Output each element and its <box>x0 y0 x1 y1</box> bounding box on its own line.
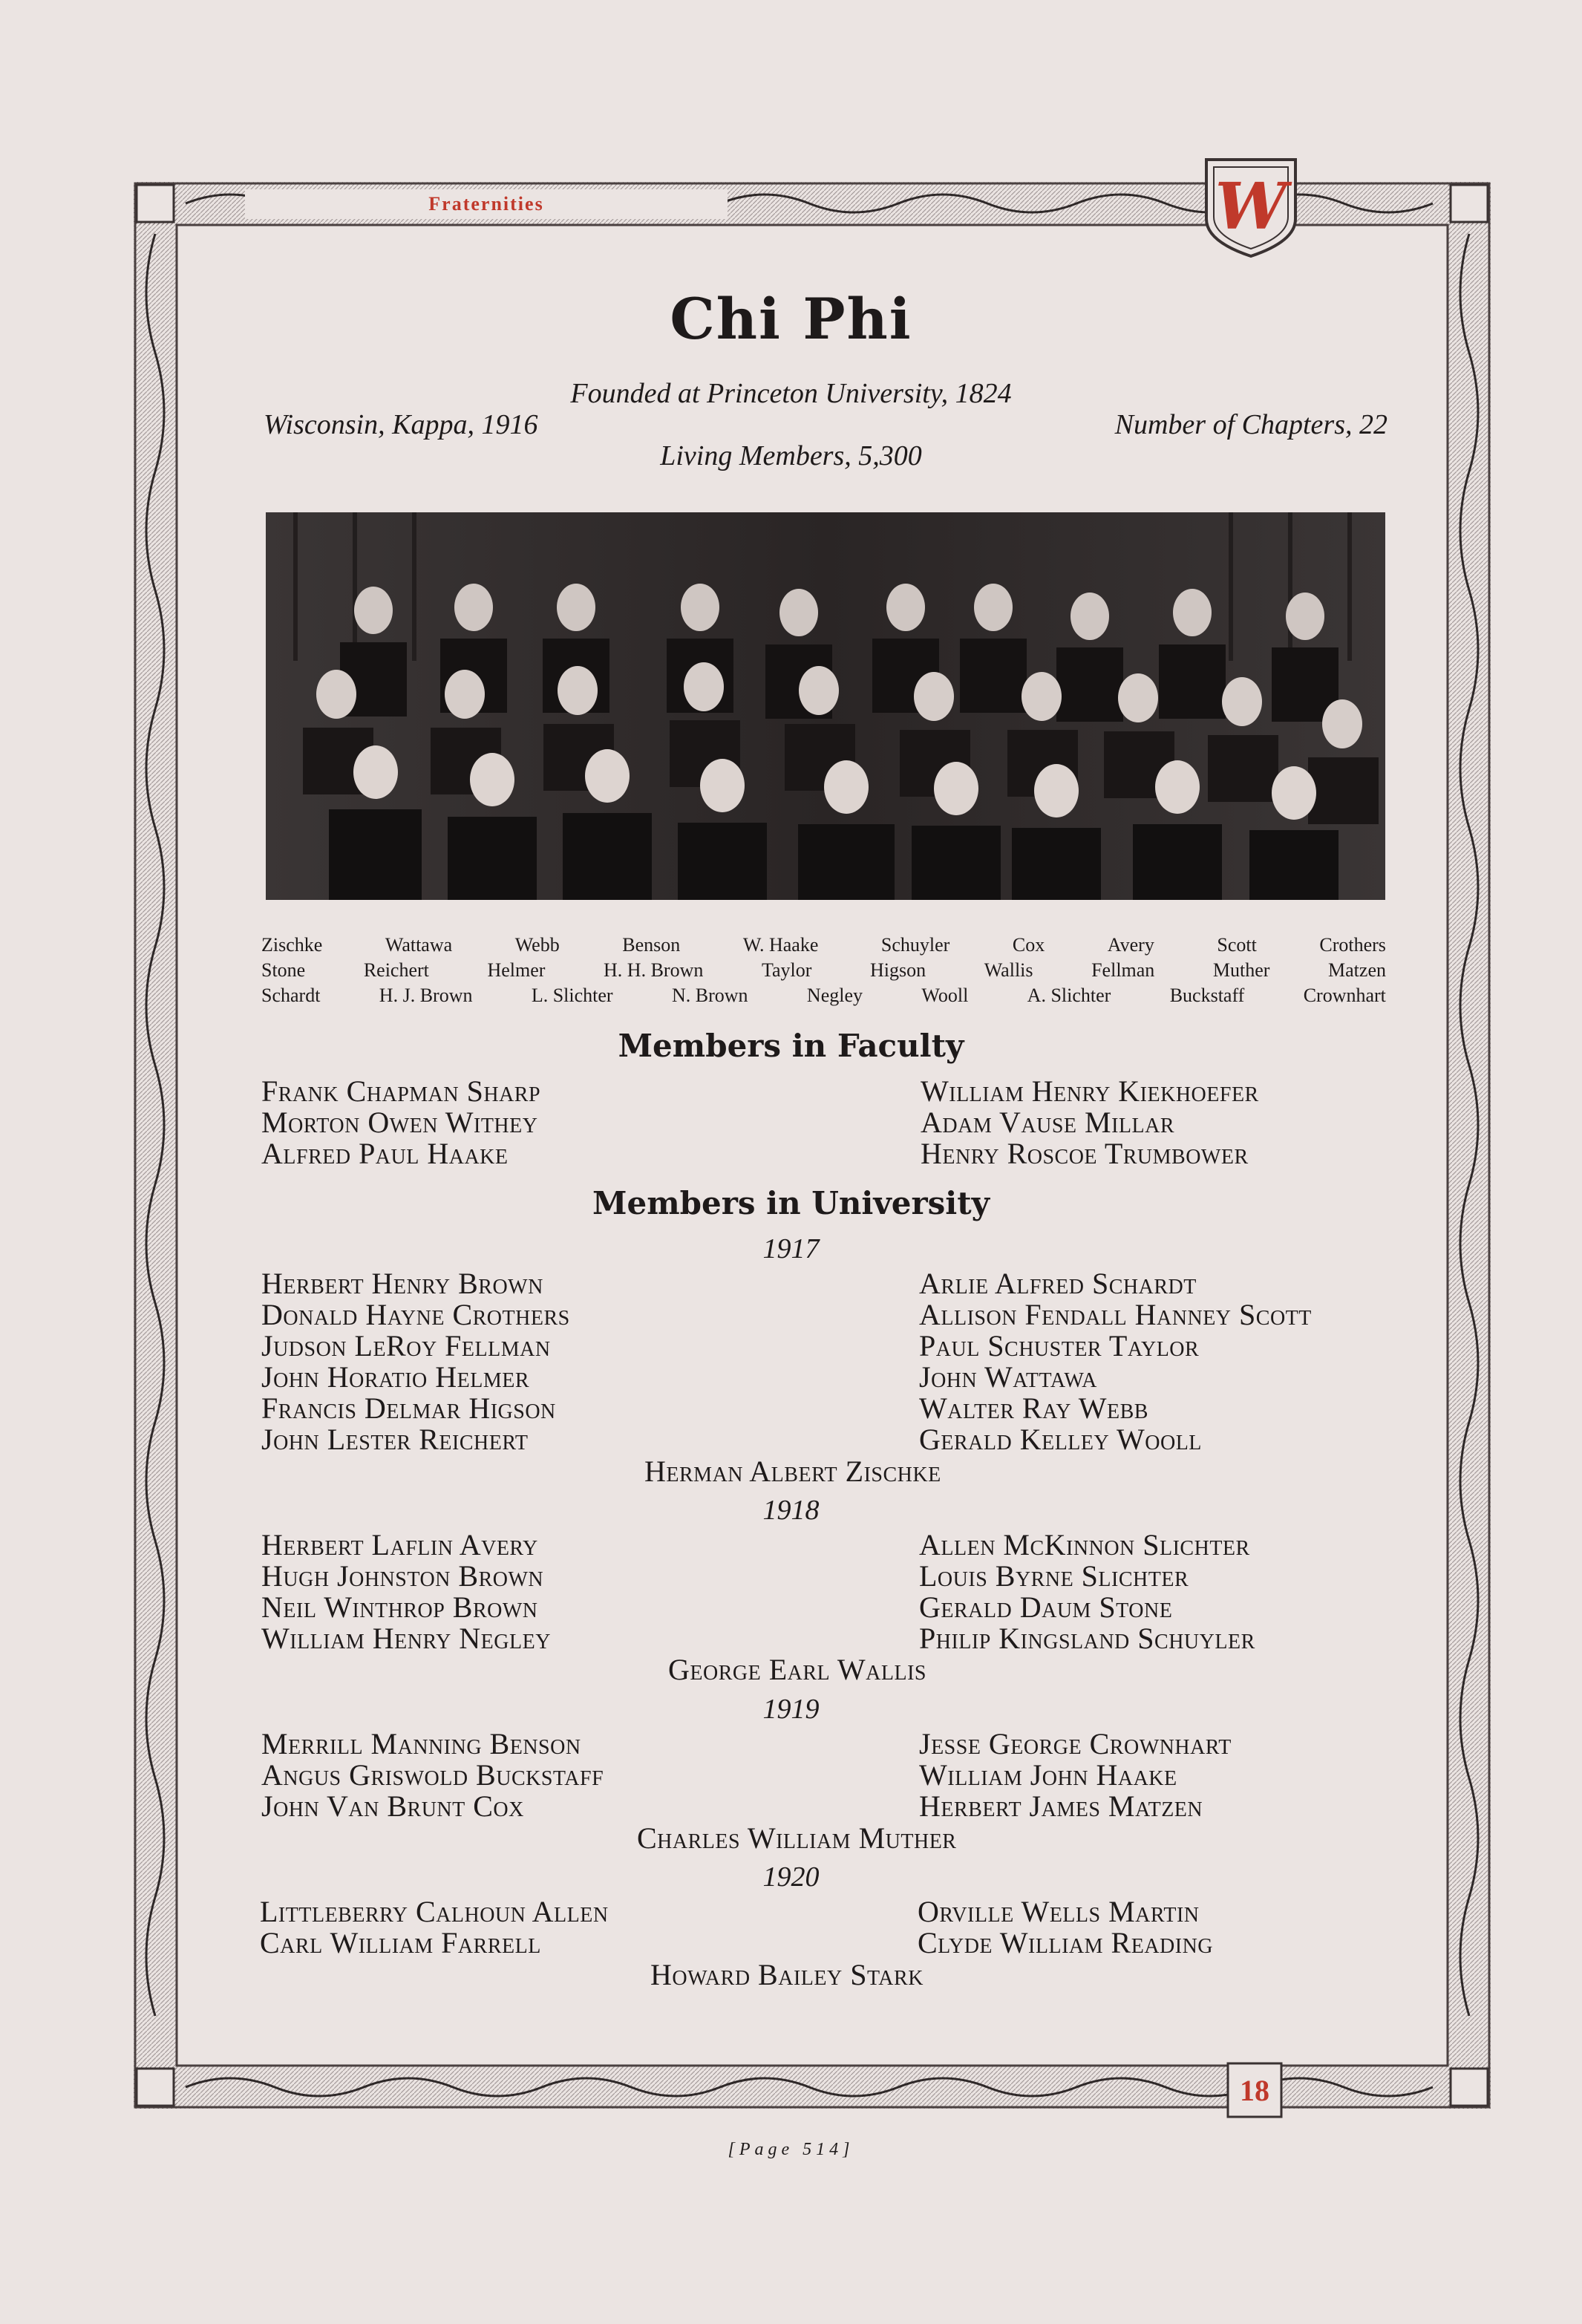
caption-name: Schuyler <box>880 934 950 956</box>
member-name: Herbert Henry Brown <box>261 1267 543 1300</box>
caption-name: Buckstaff <box>1169 985 1245 1006</box>
caption-name: Higson <box>870 959 926 981</box>
faculty-member: Alfred Paul Haake <box>261 1137 509 1170</box>
member-name: Carl William Farrell <box>260 1926 541 1959</box>
caption-name: Crothers <box>1319 934 1386 956</box>
member-name: John Wattawa <box>919 1360 1097 1394</box>
caption-name: Scott <box>1217 934 1257 956</box>
chapters-count-line: Number of Chapters, 22 <box>1114 409 1387 440</box>
group-photograph <box>266 512 1385 900</box>
member-name: John Lester Reichert <box>261 1423 529 1456</box>
caption-name: Fellman <box>1091 959 1155 981</box>
member-name: Arlie Alfred Schardt <box>919 1267 1197 1300</box>
member-name: Clyde William Reading <box>918 1926 1214 1959</box>
page-footer: [Page 514] <box>728 2140 854 2159</box>
chapter-line: Wisconsin, Kappa, 1916 <box>264 409 538 440</box>
caption-name: Negley <box>806 985 863 1006</box>
caption-name: Wooll <box>921 985 969 1006</box>
class-year: 1919 <box>762 1694 820 1725</box>
class-year: 1920 <box>762 1861 820 1893</box>
member-name: Allen McKinnon Slichter <box>919 1528 1250 1561</box>
caption-name: Matzen <box>1328 959 1386 981</box>
caption-name: Avery <box>1107 934 1154 956</box>
faculty-member: Henry Roscoe Trumbower <box>921 1137 1249 1170</box>
member-name: Charles William Muther <box>637 1821 957 1855</box>
caption-name: Muther <box>1212 959 1270 981</box>
caption-name: Taylor <box>761 959 812 981</box>
member-name: Littleberry Calhoun Allen <box>260 1895 609 1928</box>
faculty-heading: Members in Faculty <box>618 1028 964 1064</box>
faculty-member: William Henry Kiekhoefer <box>921 1074 1259 1108</box>
member-name: Merrill Manning Benson <box>261 1727 581 1760</box>
living-members-line: Living Members, 5,300 <box>660 440 922 471</box>
member-name: William John Haake <box>919 1758 1177 1792</box>
class-year: 1917 <box>762 1233 820 1264</box>
caption-name: W. Haake <box>742 934 819 956</box>
caption-name: Zischke <box>261 934 323 956</box>
caption-name: Wallis <box>984 959 1033 981</box>
member-name: Howard Bailey Stark <box>650 1958 924 1991</box>
member-name: Philip Kingsland Schuyler <box>919 1622 1255 1655</box>
member-name: Herman Albert Zischke <box>644 1455 941 1488</box>
member-name: Angus Griswold Buckstaff <box>261 1758 604 1792</box>
faculty-member: Adam Vause Millar <box>921 1106 1174 1139</box>
photo-caption-row-3 <box>261 985 1386 1007</box>
member-name: Paul Schuster Taylor <box>919 1329 1200 1362</box>
founded-line: Founded at Princeton University, 1824 <box>570 378 1012 409</box>
section-label: Fraternities <box>428 193 544 215</box>
member-name: Jesse George Crownhart <box>919 1727 1232 1760</box>
photo-caption-row-2 <box>261 959 1386 982</box>
class-year: 1918 <box>762 1495 820 1526</box>
member-name: Gerald Kelley Wooll <box>919 1423 1202 1456</box>
photo-caption-row-1 <box>261 934 1386 956</box>
member-name: Herbert James Matzen <box>919 1789 1203 1823</box>
caption-name: Wattawa <box>385 934 453 956</box>
faculty-member: Frank Chapman Sharp <box>261 1074 541 1108</box>
page-badge-number: 18 <box>1240 2074 1269 2107</box>
member-name: Francis Delmar Higson <box>261 1391 556 1425</box>
caption-name: L. Slichter <box>531 985 613 1006</box>
member-name: Gerald Daum Stone <box>919 1590 1173 1624</box>
caption-name: H. J. Brown <box>379 985 473 1006</box>
page-title: Chi Phi <box>670 286 912 352</box>
member-name: Allison Fendall Hanney Scott <box>919 1298 1312 1331</box>
member-name: William Henry Negley <box>261 1622 551 1655</box>
caption-name: Schardt <box>261 985 321 1006</box>
caption-name: Helmer <box>487 959 546 981</box>
member-name: Donald Hayne Crothers <box>261 1298 570 1331</box>
caption-name: Webb <box>514 934 560 956</box>
member-name: Herbert Laflin Avery <box>261 1528 538 1561</box>
member-name: John Horatio Helmer <box>261 1360 530 1394</box>
member-name: Orville Wells Martin <box>918 1895 1200 1928</box>
caption-name: Stone <box>261 959 306 981</box>
member-name: Judson LeRoy Fellman <box>261 1329 551 1362</box>
caption-name: Reichert <box>363 959 429 981</box>
faculty-member: Morton Owen Withey <box>261 1106 538 1139</box>
member-name: Louis Byrne Slichter <box>919 1559 1189 1593</box>
caption-name: A. Slichter <box>1027 985 1111 1006</box>
member-name: Walter Ray Webb <box>919 1391 1148 1425</box>
university-heading: Members in University <box>592 1185 990 1221</box>
caption-name: Cox <box>1012 934 1045 956</box>
caption-name: Crownhart <box>1303 985 1386 1006</box>
member-name: John Van Brunt Cox <box>261 1789 524 1823</box>
member-name: Hugh Johnston Brown <box>261 1559 544 1593</box>
member-name: George Earl Wallis <box>668 1653 926 1686</box>
caption-name: Benson <box>622 934 681 956</box>
crest-letter: W <box>1215 169 1287 244</box>
member-name: Neil Winthrop Brown <box>261 1590 538 1624</box>
caption-name: N. Brown <box>671 985 748 1006</box>
caption-name: H. H. Brown <box>604 959 704 981</box>
